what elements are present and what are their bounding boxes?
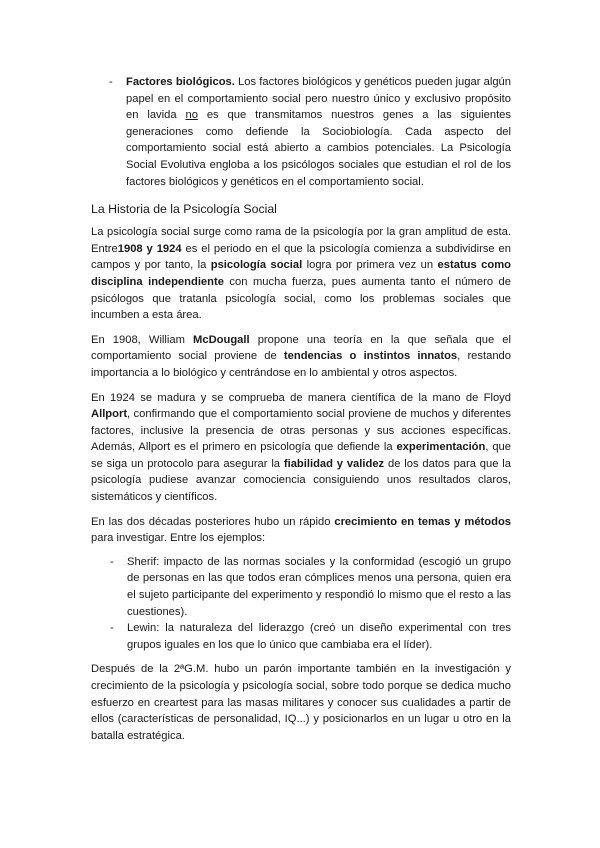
list-dash: - <box>110 555 114 568</box>
list-item-lewin <box>91 620 511 653</box>
bold-term: 1908 y 1924 <box>117 242 182 255</box>
text-run: En las dos décadas posteriores hubo un rápido <box>91 515 335 528</box>
paragraph-posguerra: Después de la 2ªG.M. hubo un parón importante también en la investigación y crecimiento de la psicología y psicología social, sobre todo porque se dedica mucho esfuerzo en creartest para las masas militares y conocer sus cualidades a partir de ellos (características de personalidad, IQ...) y posicionarlos en un lugar u otro en la batalla estratégica. <box>91 663 511 742</box>
text-run: propone una teoría en la que señala que el comportamiento social proviene de <box>91 333 511 363</box>
text-run: Los factores biológicos y genéticos pueden jugar algún papel en el comportamiento social pero nuestro único y exclusivo propósito en lavida <box>126 76 511 122</box>
bold-term: estatus como disciplina independiente <box>91 259 511 288</box>
text-run: es el periodo en el que la psicología comienza a subdividirse en campos y por tanto, la <box>91 242 511 272</box>
list-item-factores-biologicos <box>91 74 511 190</box>
underlined-no: no <box>185 109 198 122</box>
text-run: es que transmitamos nuestros genes a las siguientes generaciones como defiende la Sociobiología. Cada aspecto del comportamiento social está abierto a cambios potenciales. La Psicología Social Evolutiva engloba a los psicólogos sociales que estudian el rol de los factores biológicos y genéticos en el comportamiento social. <box>126 109 511 188</box>
text-run: logra por primera vez un <box>302 259 438 272</box>
text-run: con mucha fuerza, pues aumenta tanto el número de psicólogos que tratanla psicología social, como los problemas sociales que incumben a esta área. <box>91 275 511 322</box>
text-run: En 1924 se madura y se comprueba de manera científica de la mano de Floyd <box>91 391 511 404</box>
paragraph-origen <box>91 224 511 324</box>
text-run: , confirmando que el comportamiento social proviene de muchos y diferentes factores, inclusive la presencia de otras personas y sus acciones específicas. Además, Allport es el primero en psicología que defiende la <box>91 408 511 454</box>
text-run: para investigar. Entre los ejemplos: <box>91 532 266 545</box>
bold-term: McDougall <box>193 333 250 346</box>
document-content <box>91 74 511 744</box>
text-run: , restando importancia a lo biológico y centrándose en lo ambiental y otros aspectos. <box>91 350 511 379</box>
paragraph-allport <box>91 390 511 506</box>
text-run: La psicología social surge como rama de la psicología por la gran amplitud de esta. Entre <box>91 226 511 255</box>
bold-term: experimentación <box>396 441 486 454</box>
section-heading: La Historia de la Psicología Social <box>91 202 277 217</box>
bold-term: crecimiento en temas y métodos <box>334 515 511 528</box>
paragraph-decadas-posteriores <box>91 514 511 547</box>
list-dash: - <box>110 622 114 635</box>
factores-biologicos-term: Factores biológicos. <box>126 76 235 88</box>
bold-term: fiabilidad y validez <box>283 457 385 470</box>
text-run: En 1908, William <box>91 333 194 346</box>
text-run: de los datos para que la psicología pudiese avanzar comociencia consiguiendo unos resultados claros, sistemáticos y científicos. <box>91 457 511 504</box>
list-item-text: Sherif: impacto de las normas sociales y la conformidad (escogió un grupo de personas en las que todos eran cómplices menos una persona, quien era el sujeto participante del experimento y respondió lo mismo que el resto a las cuestiones). <box>127 555 511 618</box>
list-item-text: Lewin: la naturaleza del liderazgo (creó un diseño experimental con tres grupos iguales en los que lo único que cambiaba era el líder). <box>127 622 511 651</box>
list-dash: - <box>109 76 113 88</box>
list-item-sherif <box>91 554 511 620</box>
bold-term: Allport <box>91 408 128 421</box>
bullet-list-ejemplos <box>91 554 511 654</box>
bullet-list-factores <box>91 74 511 190</box>
bold-term: tendencias o instintos innatos <box>283 350 458 363</box>
paragraph-mcdougall <box>91 332 511 382</box>
text-run: , que se siga un protocolo para asegurar la <box>91 441 511 470</box>
bold-term: psicología social <box>210 259 303 272</box>
